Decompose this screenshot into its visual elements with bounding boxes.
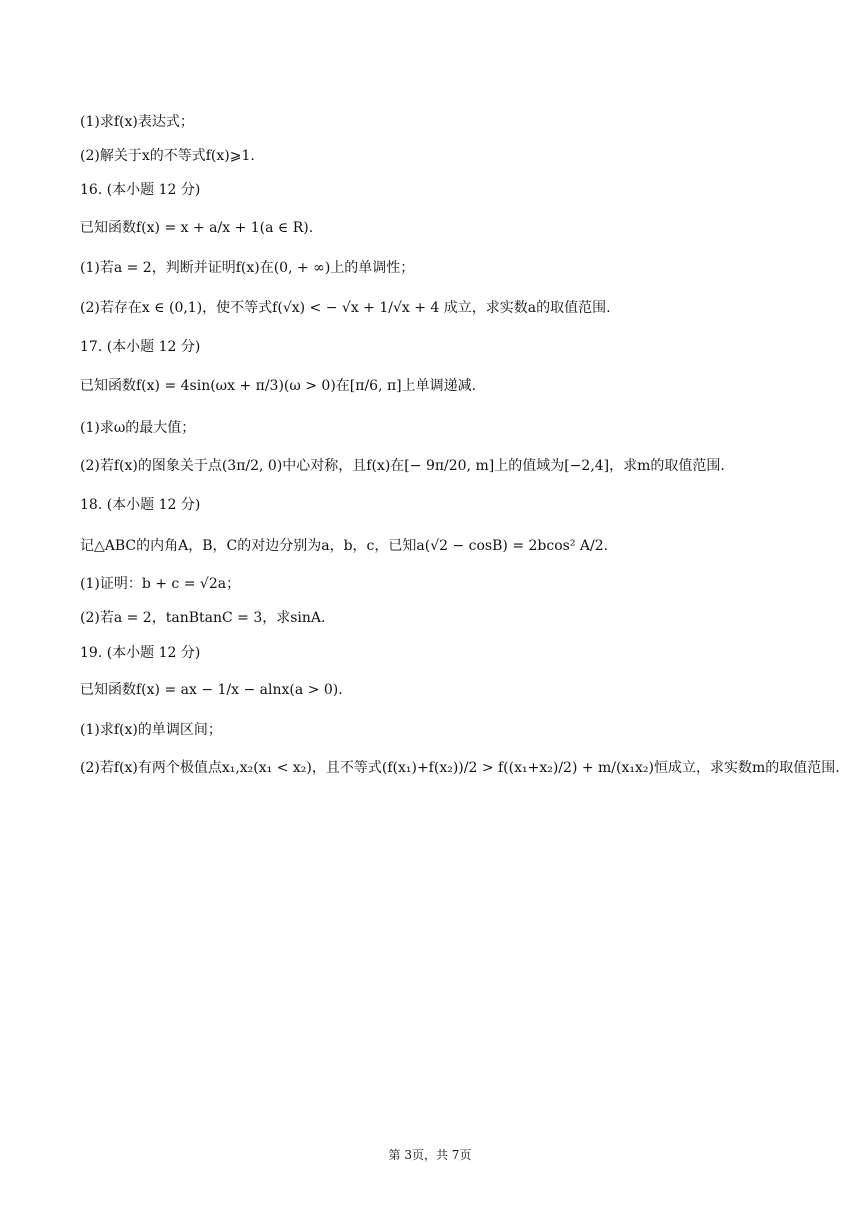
q18-part1: (1)证明：b + c = √2a； <box>80 576 241 592</box>
page-footer: 第 3页，共 7页 <box>388 1148 472 1162</box>
q19-part2: (2)若f(x)有两个极值点x₁,x₂(x₁ < x₂)，且不等式(f(x₁)+f(x₂))/2 > f((x₁+x₂)/2) + m/(x₁x₂)恒成立，求实数m的取值范围. <box>80 760 840 776</box>
q18-part2: (2)若a = 2，tanBtanC = 3，求sinA. <box>80 610 326 626</box>
q15-part2: (2)解关于x的不等式f(x)⩾1. <box>80 148 255 164</box>
q17-header: 17. (本小题 12 分) <box>80 339 201 355</box>
q19-header: 19. (本小题 12 分) <box>80 645 201 661</box>
q16-header: 16. (本小题 12 分) <box>80 182 201 198</box>
q18-stem: 记△ABC的内角A，B，C的对边分别为a，b，c，已知a(√2 − cosB) = 2bcos² A/2. <box>80 538 609 554</box>
q17-stem: 已知函数f(x) = 4sin(ωx + π/3)(ω > 0)在[π/6, π]上单调递减. <box>80 378 477 394</box>
q15-part1: (1)求f(x)表达式； <box>80 114 194 130</box>
q19-stem: 已知函数f(x) = ax − 1/x − alnx(a > 0). <box>80 682 343 698</box>
q19-part1: (1)求f(x)的单调区间； <box>80 722 222 738</box>
q18-header: 18. (本小题 12 分) <box>80 497 201 513</box>
q16-stem: 已知函数f(x) = x + a/x + 1(a ∈ R). <box>80 220 314 236</box>
q17-part2: (2)若f(x)的图象关于点(3π/2, 0)中心对称，且f(x)在[− 9π/20, m]上的值域为[−2,4]，求m的取值范围. <box>80 458 725 474</box>
q16-part2: (2)若存在x ∈ (0,1)，使不等式f(√x) < − √x + 1/√x + 4 成立，求实数a的取值范围. <box>80 300 611 316</box>
q17-part1: (1)求ω的最大值； <box>80 420 196 436</box>
q16-part1: (1)若a = 2，判断并证明f(x)在(0, + ∞)上的单调性； <box>80 260 415 276</box>
